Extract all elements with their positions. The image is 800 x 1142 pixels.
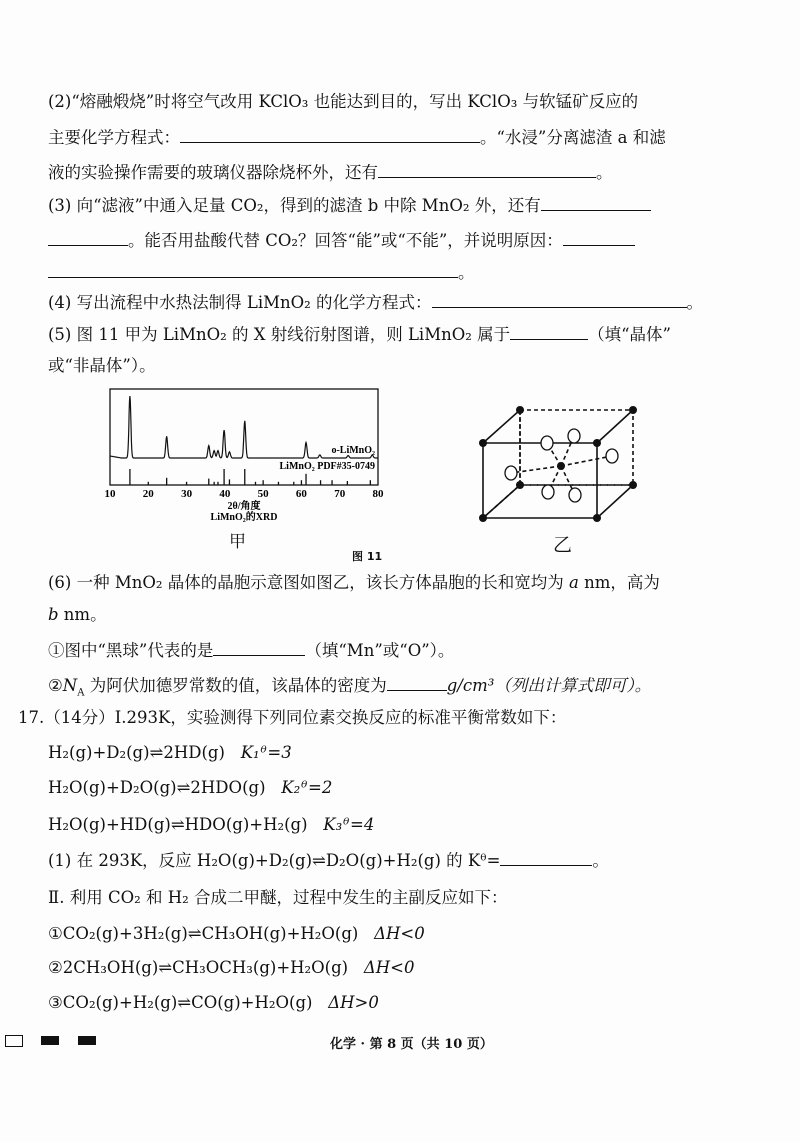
page-number: 化学 · 第 8 页（共 10 页） xyxy=(330,1037,493,1052)
q6-sub1 xyxy=(48,639,454,662)
q17-p1 xyxy=(48,849,609,872)
x-tick-label: 10 xyxy=(104,488,116,500)
series-label: o-LiMnO₂ xyxy=(331,445,375,456)
text: 液的实验操作需要的玻璃仪器除烧杯外，还有 xyxy=(48,163,378,182)
answer-blank[interactable] xyxy=(432,291,687,308)
q17-part2: Ⅱ. 利用 CO₂ 和 H₂ 合成二甲醚，过程中发生的主副反应如下： xyxy=(48,888,508,907)
text: 。 xyxy=(596,163,613,182)
x-axis-label: 2θ/角度 xyxy=(227,501,261,512)
q5-line2: 或“非晶体”）。 xyxy=(48,356,156,375)
answer-blank[interactable] xyxy=(378,161,596,178)
text: (3) 向“滤液”中通入足量 CO₂，得到的滤渣 b 中除 MnO₂ 外，还有 xyxy=(48,196,541,215)
answer-blank[interactable] xyxy=(500,849,592,866)
figure-label-yi: 乙 xyxy=(553,534,573,556)
equation: ③CO₂(g)+H₂(g)⇌CO(g)+H₂O(g) xyxy=(48,993,313,1012)
q6-line2 xyxy=(48,604,107,626)
text: (5) 图 11 甲为 LiMnO₂ 的 X 射线衍射图谱，则 LiMnO₂ 属于 xyxy=(48,325,511,344)
text: （填“晶体” xyxy=(588,325,671,344)
equation: H₂O(g)+HD(g)⇌HDO(g)+H₂(g) xyxy=(48,815,308,834)
x-tick-label: 40 xyxy=(219,488,231,500)
var-b: b xyxy=(48,605,59,624)
x-tick-label: 30 xyxy=(181,488,193,500)
text: ①图中“黑球”代表的是 xyxy=(48,641,214,660)
enthalpy: ΔH<0 xyxy=(363,958,415,977)
q6-line1 xyxy=(48,572,660,594)
xrd-chart xyxy=(95,385,395,550)
text: (6) 一种 MnO₂ 晶体的晶胞示意图如图乙，该长方体晶胞的长和宽均为 xyxy=(48,573,564,592)
equation: ①CO₂(g)+3H₂(g)⇌CH₃OH(g)+H₂O(g) xyxy=(48,924,359,943)
q3-line2 xyxy=(48,229,635,252)
side-reaction-1 xyxy=(48,923,425,945)
q5-line1 xyxy=(48,323,671,346)
q4-line xyxy=(48,291,703,314)
answer-blank[interactable] xyxy=(387,674,447,691)
reaction-1 xyxy=(48,742,292,764)
text: nm。 xyxy=(58,605,107,624)
var-n: N xyxy=(62,676,78,695)
var-a: a xyxy=(569,573,579,592)
text: 为阿伏加德罗常数的值，该晶体的密度为 xyxy=(84,676,387,695)
footer-box-icon xyxy=(5,1035,23,1047)
equation: H₂(g)+D₂(g)⇌2HD(g) xyxy=(48,743,225,762)
equilibrium-constant: K₂ᶿ=2 xyxy=(281,778,333,797)
text: (4) 写出流程中水热法制得 LiMnO₂ 的化学方程式： xyxy=(48,293,432,312)
text: 。 xyxy=(686,293,704,312)
figure-caption: 图 11 xyxy=(352,550,383,563)
chart-title: LiMnO₂的XRD xyxy=(210,512,278,523)
q17-heading: 17.（14分）Ⅰ.293K，实验测得下列同位素交换反应的标准平衡常数如下： xyxy=(18,708,567,727)
text: nm，高为 xyxy=(578,573,660,592)
equation: ②2CH₃OH(g)⇌CH₃OCH₃(g)+H₂O(g) xyxy=(48,958,349,977)
x-tick-label: 20 xyxy=(142,488,154,500)
x-tick-label: 60 xyxy=(295,488,307,500)
equilibrium-constant: K₁ᶿ=3 xyxy=(240,743,292,762)
answer-blank[interactable] xyxy=(563,229,635,246)
text: 主要化学方程式： xyxy=(48,128,180,147)
answer-blank[interactable] xyxy=(510,323,588,340)
enthalpy: ΔH<0 xyxy=(374,924,425,943)
text: （填“Mn”或“O”）。 xyxy=(305,641,455,660)
text: ② xyxy=(48,676,63,695)
text: 。 xyxy=(592,851,609,870)
x-tick-label: 70 xyxy=(334,488,346,500)
equation: H₂O(g)+D₂O(g)⇌2HDO(g) xyxy=(48,778,266,797)
q2-line1: (2)“熔融煅烧”时将空气改用 KClO₃ 也能达到目的，写出 KClO₃ 与软锰矿反应的 xyxy=(48,92,639,111)
unit-cell-diagram xyxy=(470,398,650,533)
x-tick-label: 80 xyxy=(372,488,384,500)
side-reaction-3 xyxy=(48,992,379,1014)
q3-line3 xyxy=(48,261,475,284)
page-footer xyxy=(0,1030,800,1054)
side-reaction-2 xyxy=(48,957,415,979)
subscript: A xyxy=(77,687,85,699)
text: g/cm³（列出计算式即可）。 xyxy=(446,676,652,695)
reaction-2 xyxy=(48,777,332,799)
text: (1) 在 293K，反应 H₂O(g)+D₂(g)⇌D₂O(g)+H₂(g) 的 Kᶿ= xyxy=(48,851,501,870)
answer-blank[interactable] xyxy=(48,261,458,278)
reaction-3 xyxy=(48,814,374,836)
q6-sub2 xyxy=(48,674,651,704)
q2-line3 xyxy=(48,161,613,184)
q3-line1 xyxy=(48,194,651,217)
text: 。能否用盐酸代替 CO₂？回答“能”或“不能”，并说明原因： xyxy=(128,231,563,250)
text: 。 xyxy=(458,263,475,282)
enthalpy: ΔH>0 xyxy=(328,993,379,1012)
series-label: LiMnO₂ PDF#35-0749 xyxy=(279,461,375,472)
answer-blank[interactable] xyxy=(180,126,480,143)
answer-blank[interactable] xyxy=(48,229,128,246)
text: 。“水浸”分离滤渣 a 和滤 xyxy=(480,128,666,147)
answer-blank[interactable] xyxy=(213,639,305,656)
figure-label-jia: 甲 xyxy=(229,532,246,552)
footer-bar-icon xyxy=(78,1036,96,1045)
footer-bar-icon xyxy=(41,1036,59,1045)
q2-line2 xyxy=(48,126,666,149)
x-tick-label: 50 xyxy=(257,488,269,500)
answer-blank[interactable] xyxy=(541,194,651,211)
equilibrium-constant: K₃ᶿ=4 xyxy=(323,815,375,834)
